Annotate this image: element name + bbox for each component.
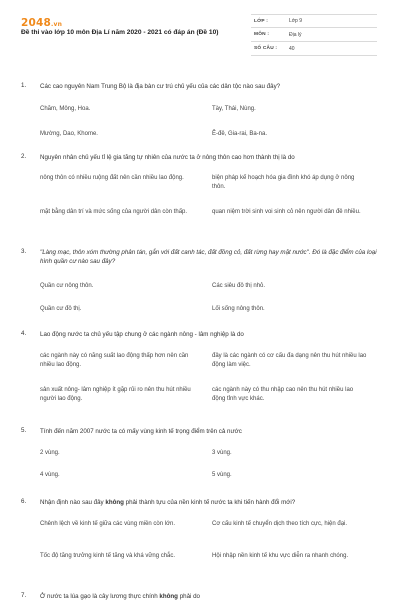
option-d[interactable]: 5 vùng. (212, 472, 232, 478)
option-c[interactable]: mặt bằng dân trí và mức sống của người dân còn thấp. (40, 209, 188, 215)
question-number: 4. (21, 330, 27, 337)
option-d[interactable]: các ngành này có thu nhập cao nên thu hút nhiều lao động tỉnh vực khác. (212, 387, 354, 402)
option-a[interactable]: Chênh lệch về kinh tế giữa các vùng miền còn lớn. (40, 521, 176, 527)
document-header (0, 0, 400, 62)
option-d[interactable]: Lối sống nông thôn. (212, 306, 265, 312)
question-text: Các cao nguyên Nam Trung Bộ là địa bàn cư trú chủ yếu của các dân tộc nào sau đây? (40, 83, 281, 90)
question-number: 3. (21, 248, 27, 255)
option-d[interactable]: Hội nhập nền kinh tế khu vực diễn ra nhanh chóng. (212, 553, 349, 559)
option-a[interactable]: các ngành này có năng suất lao động thấp hơn nên cần nhiều lao động. (40, 353, 189, 368)
option-c[interactable]: Mường, Dao, Khome. (40, 131, 98, 137)
option-b[interactable]: Cơ cấu kinh tế chuyển dịch theo tích cực, hiện đại. (212, 521, 348, 527)
question-number: 7. (21, 592, 27, 599)
option-d[interactable]: Ê-đê, Gia-rai, Ba-na. (212, 131, 268, 137)
question-text: Tính đến năm 2007 nước ta có mấy vùng kinh tế trọng điểm trên cả nước (40, 428, 242, 435)
question-number: 5. (21, 427, 27, 434)
info-row-count: SỐ CÂU : 40 (251, 42, 377, 56)
info-table (251, 14, 377, 56)
option-d[interactable]: quan niệm trời sinh voi sinh cỏ nên người dân đẻ nhiều. (212, 209, 361, 215)
option-b[interactable]: đây là các ngành có cơ cấu đa dạng nên thu hút nhiều lao động làm việc. (212, 353, 367, 368)
info-row-subject: MÔN : Địa lý (251, 28, 377, 42)
option-b[interactable]: Tày, Thái, Nùng. (212, 106, 256, 112)
option-b[interactable]: 3 vùng. (212, 450, 232, 456)
document-title: Đề thi vào lớp 10 môn Địa Lí năm 2020 - 2021 có đáp án (Đề 10) (21, 29, 219, 36)
question-number: 1. (21, 82, 27, 89)
question-text: Nguyên nhân chủ yếu tỉ lệ gia tăng tự nhiên của nước ta ở nông thôn cao hơn thành thị là do (40, 154, 295, 161)
option-b[interactable]: biện pháp kế hoạch hóa gia đình khó áp dụng ở nông thôn. (212, 175, 355, 190)
site-logo[interactable]: 2048.vn (21, 17, 63, 29)
question-number: 6. (21, 498, 27, 505)
option-a[interactable]: 2 vùng. (40, 450, 60, 456)
question-text: Ở nước ta lúa gạo là cây lương thực chính không phải do (40, 593, 200, 600)
option-a[interactable]: Chăm, Mông, Hoa. (40, 106, 91, 112)
info-row-class: LỚP : Lớp 9 (251, 14, 377, 28)
option-b[interactable]: Các siêu đô thị nhỏ. (212, 283, 266, 289)
option-c[interactable]: Quần cư đô thị. (40, 306, 82, 312)
question-text: Nhận định nào sau đây không phải thành tựu của nền kinh tế nước ta khi tiến hành đổi mới? (40, 499, 296, 506)
option-a[interactable]: Quần cư nông thôn. (40, 283, 94, 289)
question-text: Lao động nước ta chủ yếu tập chung ở các ngành nông - lâm nghiệp là do (40, 331, 244, 338)
option-c[interactable]: 4 vùng. (40, 472, 60, 478)
question-number: 2. (21, 153, 27, 160)
option-a[interactable]: nông thôn có nhiều ruộng đất nên cần nhiều lao động. (40, 175, 184, 181)
option-c[interactable]: Tốc độ tăng trưởng kinh tế tăng và khá vững chắc. (40, 553, 176, 559)
option-c[interactable]: sản xuất nông- lâm nghiệp ít gặp rủi ro nên thu hút nhiều người lao động. (40, 387, 191, 402)
question-text: "Làng mạc, thôn xóm thường phân tán, gắn với đất canh tác, đất đồng cỏ, đất rừng hay mặt nước". Đó là đặc điểm của loại hình quần cư nào sau đây? (40, 249, 377, 265)
